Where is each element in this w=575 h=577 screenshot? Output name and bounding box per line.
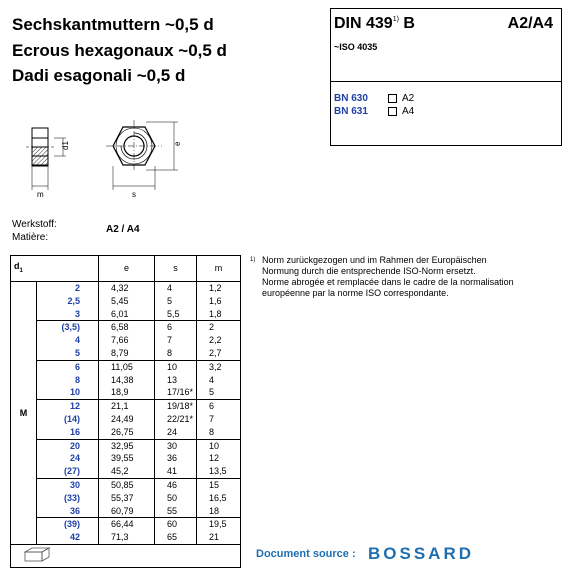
document-source-label: Document source :: [256, 548, 356, 560]
cell-m: 15: [197, 478, 241, 491]
cell-e: 8,79: [99, 347, 155, 360]
cell-s: 60: [155, 518, 197, 531]
material-labels: [12, 218, 57, 244]
cell-m: 10: [197, 439, 241, 452]
cell-s: 8: [155, 347, 197, 360]
cell-e: 32,95: [99, 439, 155, 452]
title-block: [12, 12, 227, 89]
cell-s: 13: [155, 374, 197, 387]
cell-m: 13,5: [197, 465, 241, 478]
cell-e: 21,1: [99, 400, 155, 413]
cell-m: 5: [197, 386, 241, 399]
bn-code: BN 631: [334, 106, 368, 117]
bn-label: A2: [402, 93, 415, 104]
cell-s: 41: [155, 465, 197, 478]
bn-row-a4: [334, 106, 414, 117]
cell-m: 1,8: [197, 308, 241, 321]
cell-s: 19/18*: [155, 400, 197, 413]
table-row: [11, 321, 241, 334]
cell-m: 18: [197, 505, 241, 518]
table-row: [11, 439, 241, 452]
table-row: [11, 400, 241, 413]
cell-m: 6: [197, 400, 241, 413]
table-row: [11, 505, 241, 518]
dim-label-e: e: [173, 141, 182, 146]
bn-row-a2: [334, 93, 414, 104]
cell-s: 55: [155, 505, 197, 518]
title-de: Sechskantmuttern ~0,5 d: [12, 15, 214, 34]
cell-s: 30: [155, 439, 197, 452]
table-row: [11, 531, 241, 544]
cell-s: 5,5: [155, 308, 197, 321]
cell-m: 7: [197, 413, 241, 426]
cell-e: 7,66: [99, 334, 155, 347]
standard-variant: B: [403, 15, 415, 32]
cell-e: 18,9: [99, 386, 155, 399]
table-header-row: [11, 256, 241, 282]
table-row: [11, 360, 241, 373]
table-row: [11, 413, 241, 426]
thread-prefix: M: [11, 282, 37, 545]
cell-s: 50: [155, 492, 197, 505]
cell-e: 6,01: [99, 308, 155, 321]
header-m: m: [197, 256, 241, 282]
cell-d1: 30: [37, 478, 99, 491]
footnote: [250, 255, 514, 299]
table-row: [11, 374, 241, 387]
cell-s: 46: [155, 478, 197, 491]
cell-d1: 12: [37, 400, 99, 413]
cell-e: 71,3: [99, 531, 155, 544]
table-footer-cell: [11, 544, 241, 567]
cell-e: 11,05: [99, 360, 155, 373]
cell-d1: 20: [37, 439, 99, 452]
cell-m: 16,5: [197, 492, 241, 505]
dim-label-s: s: [132, 190, 136, 199]
cell-e: 26,75: [99, 426, 155, 439]
table-row: [11, 426, 241, 439]
table-row: [11, 465, 241, 478]
dimension-table: [10, 255, 241, 568]
cell-s: 10: [155, 360, 197, 373]
cell-s: 22/21*: [155, 413, 197, 426]
cell-d1: (14): [37, 413, 99, 426]
checkbox-icon[interactable]: [388, 94, 397, 103]
cell-d1: 10: [37, 386, 99, 399]
table-row: [11, 478, 241, 491]
nut-drawing: [8, 100, 208, 200]
cell-m: 8: [197, 426, 241, 439]
cell-e: 24,49: [99, 413, 155, 426]
footnote-line: Norme abrogée et remplacée dans le cadre de la normalisation: [262, 277, 514, 287]
table-row: [11, 452, 241, 465]
standard-title: [334, 15, 415, 33]
standard-box: [330, 8, 562, 146]
title-it: Dadi esagonali ~0,5 d: [12, 66, 186, 85]
cell-d1: 4: [37, 334, 99, 347]
package-icon: [23, 545, 51, 563]
cell-m: 2: [197, 321, 241, 334]
checkbox-icon[interactable]: [388, 107, 397, 116]
cell-m: 12: [197, 452, 241, 465]
standard-name: DIN 439: [334, 15, 393, 32]
cell-d1: 6: [37, 360, 99, 373]
material-label-fr: Matière:: [12, 232, 49, 243]
table-row: [11, 518, 241, 531]
table-row: [11, 308, 241, 321]
cell-e: 55,37: [99, 492, 155, 505]
header-d1: $d_1$: [11, 256, 37, 282]
cell-d1: 2,5: [37, 295, 99, 308]
nut-side-view: [26, 128, 66, 190]
cell-d1: 3: [37, 308, 99, 321]
cell-m: 4: [197, 374, 241, 387]
cell-d1: (39): [37, 518, 99, 531]
cell-d1: 5: [37, 347, 99, 360]
cell-d1: (27): [37, 465, 99, 478]
cell-s: 6: [155, 321, 197, 334]
header-e: e: [99, 256, 155, 282]
cell-m: 21: [197, 531, 241, 544]
cell-d1: 2: [37, 282, 99, 295]
cell-m: 1,6: [197, 295, 241, 308]
cell-d1: 16: [37, 426, 99, 439]
cell-s: 4: [155, 282, 197, 295]
cell-e: 4,32: [99, 282, 155, 295]
table-row: [11, 295, 241, 308]
cell-s: 65: [155, 531, 197, 544]
standard-iso: ~ISO 4035: [334, 42, 378, 52]
standard-footnote-mark: 1): [392, 16, 399, 23]
cell-e: 6,58: [99, 321, 155, 334]
table-row: [11, 386, 241, 399]
title-fr: Ecrous hexagonaux ~0,5 d: [12, 40, 227, 60]
table-footer-row: [11, 544, 241, 567]
cell-s: 24: [155, 426, 197, 439]
cell-e: 14,38: [99, 374, 155, 387]
cell-d1: 8: [37, 374, 99, 387]
cell-m: 19,5: [197, 518, 241, 531]
cell-m: 2,2: [197, 334, 241, 347]
cell-e: 45,2: [99, 465, 155, 478]
cell-d1: (33): [37, 492, 99, 505]
bn-code: BN 630: [334, 93, 368, 104]
nut-front-view: [106, 120, 178, 190]
header-s: s: [155, 256, 197, 282]
table-row: [11, 347, 241, 360]
cell-d1: 24: [37, 452, 99, 465]
cell-s: 36: [155, 452, 197, 465]
cell-s: 7: [155, 334, 197, 347]
cell-s: 17/16*: [155, 386, 197, 399]
bn-label: A4: [402, 106, 415, 117]
footnote-line: Norm zurückgezogen und im Rahmen der Europäischen: [262, 255, 487, 265]
dim-label-m: m: [37, 190, 44, 199]
cell-e: 5,45: [99, 295, 155, 308]
bossard-logo: BOSSARD: [368, 544, 475, 563]
table-row: [11, 282, 241, 295]
cell-d1: 42: [37, 531, 99, 544]
footnote-mark: 1): [250, 257, 256, 263]
table-row: [11, 334, 241, 347]
table-row: [11, 492, 241, 505]
standard-divider: [331, 81, 561, 82]
cell-m: 1,2: [197, 282, 241, 295]
cell-d1: 36: [37, 505, 99, 518]
dim-label-d1: d1: [61, 141, 70, 150]
cell-e: 66,44: [99, 518, 155, 531]
cell-e: 60,79: [99, 505, 155, 518]
cell-s: 5: [155, 295, 197, 308]
cell-m: 3,2: [197, 360, 241, 373]
cell-d1: (3,5): [37, 321, 99, 334]
material-label-de: Werkstoff:: [12, 219, 57, 230]
standard-material: A2/A4: [507, 15, 553, 32]
cell-e: 50,85: [99, 478, 155, 491]
footnote-line: européenne par la norme ISO correspondante.: [262, 288, 449, 298]
cell-m: 2,7: [197, 347, 241, 360]
cell-e: 39,55: [99, 452, 155, 465]
footnote-line: Normung durch die entsprechende ISO-Norm ersetzt.: [262, 266, 476, 276]
material-value: A2 / A4: [106, 224, 140, 235]
header-d1-blank: [37, 256, 99, 282]
